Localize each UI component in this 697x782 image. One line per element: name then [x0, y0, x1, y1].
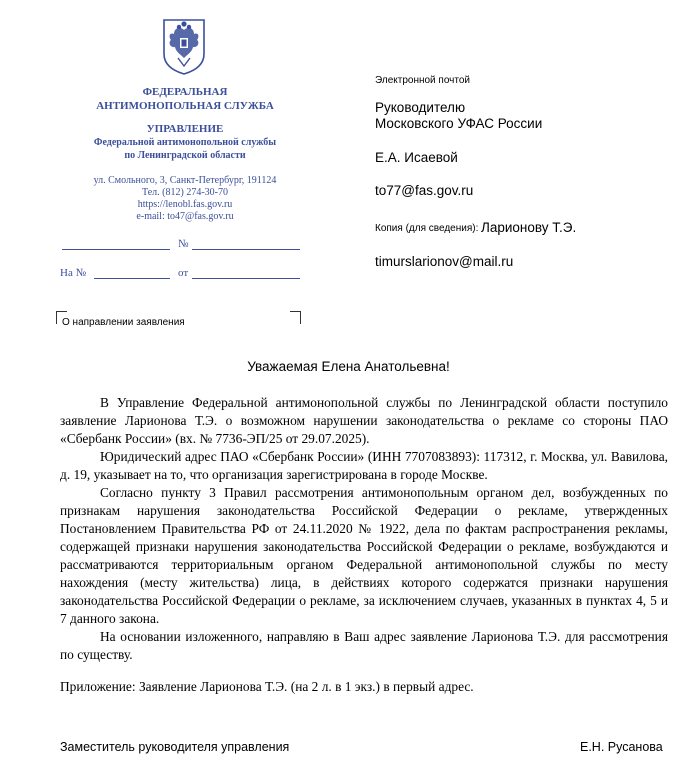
copy-label: Копия (для сведения):	[375, 223, 479, 234]
copy-recipient-name: Ларионову Т.Э.	[481, 220, 577, 235]
recipient-position: Руководителю	[375, 100, 466, 115]
dept-name-line2: Федеральной антимонопольной службы	[93, 137, 277, 148]
dept-email[interactable]: e-mail: to47@fas.gov.ru	[136, 211, 234, 222]
subject-line: О направлении заявления	[62, 317, 185, 328]
reference-date-label: от	[178, 267, 189, 279]
outgoing-date-field	[62, 237, 170, 250]
paragraph-4: На основании изложенного, направляю в Ваш адрес заявление Ларионова Т.Э. для рассмотрения по существу.	[60, 629, 668, 662]
outgoing-number-field	[192, 237, 300, 250]
paragraph-1: В Управление Федеральной антимонопольной службы по Ленинградской области поступило заявление Ларионова Т.Э. о возможном нарушении законодательства о рекламе со стороны ПАО «Сбербанк России» (вх. № 7736-ЭП/25 от 29.07.2025).	[60, 395, 668, 446]
dept-phone: Тел. (812) 274-30-70	[142, 187, 228, 198]
org-name-line1: ФЕДЕРАЛЬНАЯ	[142, 86, 228, 98]
coat-of-arms-icon	[160, 18, 208, 76]
copy-recipient-email[interactable]: timurslarionov@mail.ru	[375, 254, 514, 269]
recipient-email[interactable]: to77@fas.gov.ru	[375, 183, 474, 198]
letter-body	[60, 394, 668, 664]
recipient-name: Е.А. Исаевой	[375, 150, 458, 165]
reference-number-field	[94, 266, 170, 279]
org-name-line2: АНТИМОНОПОЛЬНАЯ СЛУЖБА	[96, 100, 274, 112]
subject-bracket-right	[290, 311, 301, 324]
dept-name-line3: по Ленинградской области	[124, 150, 246, 161]
greeting: Уважаемая Елена Анатольевна!	[247, 359, 450, 374]
dept-address: ул. Смольного, 3, Санкт-Петербург, 191124	[93, 175, 277, 186]
number-label: №	[178, 238, 189, 250]
dept-website[interactable]: https://lenobl.fas.gov.ru	[137, 199, 233, 210]
paragraph-3: Согласно пункту 3 Правил рассмотрения антимонопольным органом дел, возбужденных по признакам нарушения законодательства Российской Федерации о рекламе, утвержденных Постановлением Правительства РФ от 24.11.2020 № 1922, дела по фактам распространения рекламы, содержащей признаки нарушения законодательства Российской Федерации о рекламе, возбуждаются и рассматриваются территориальным органом Федеральной антимонопольной службы по месту нахождения (месту жительства) лица, в действиях которого содержатся признаки нарушения законодательства Российской Федерации о рекламе, за исключением случаев, указанных в пунктах 4, 5 и 7 данного закона.	[60, 485, 668, 626]
attachment-note: Приложение: Заявление Ларионова Т.Э. (на 2 л. в 1 экз.) в первый адрес.	[60, 679, 474, 694]
delivery-method: Электронной почтой	[375, 75, 470, 86]
paragraph-2: Юридический адрес ПАО «Сбербанк России» (ИНН 7707083893): 117312, г. Москва, ул. Вавилова, д. 19, указывает на то, что организация зарегистрирована в городе Москве.	[60, 449, 668, 482]
reference-date-field	[192, 266, 300, 279]
signer-title: Заместитель руководителя управления	[60, 740, 290, 754]
reference-number-label: На №	[60, 267, 87, 279]
signer-name: Е.Н. Русанова	[580, 740, 663, 754]
recipient-organization: Московского УФАС России	[375, 116, 543, 131]
dept-name-line1: УПРАВЛЕНИЕ	[146, 123, 224, 135]
